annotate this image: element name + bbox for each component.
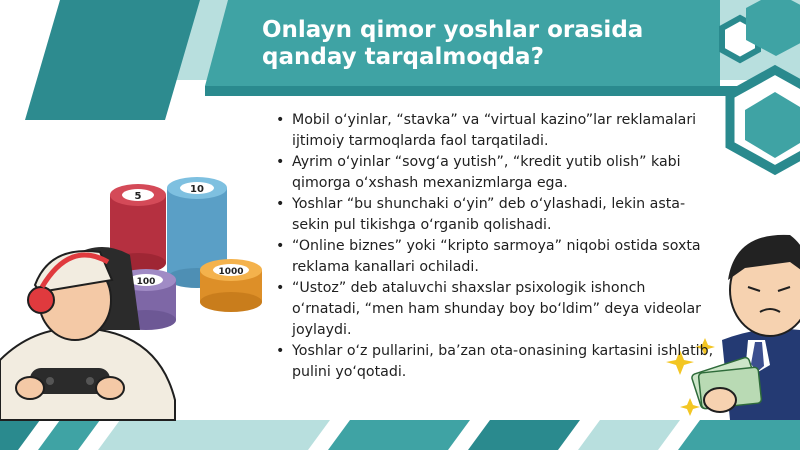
title-line-1: Onlayn qimor yoshlar orasida	[262, 17, 644, 43]
chip-orange-label: 1000	[218, 267, 244, 277]
bottom-stripe-2	[38, 420, 100, 450]
bullet-item: • Yoshlar o‘z pullarini, ba’zan ota-onasining kartasini ishlatib, pulini yo‘qotadi.	[276, 341, 716, 383]
bottom-stripe-7	[678, 420, 800, 450]
page-title	[262, 17, 682, 71]
bottom-stripe-6	[578, 420, 680, 450]
bottom-stripe-3	[98, 420, 330, 450]
bullet-list	[276, 110, 716, 383]
bottom-stripe-5	[468, 420, 580, 450]
chip-red-label: 5	[134, 191, 142, 202]
bullet-item: • “Online biznes” yoki “kripto sarmoya” niqobi ostida soxta reklama kanallari ochiladi.	[276, 236, 716, 278]
bullet-item: • Yoshlar “bu shunchaki o‘yin” deb o‘ylashadi, lekin asta-sekin pul tikishga o‘rganib qolishadi.	[276, 194, 716, 236]
sparkle-3	[680, 398, 700, 416]
title-banner-strip	[205, 86, 800, 96]
bottom-stripe-1	[0, 420, 40, 450]
title-line-2: qanday tarqalmoqda?	[262, 44, 544, 70]
title-banner-dark	[25, 0, 200, 120]
bullet-item: • “Ustoz” deb ataluvchi shaxslar psixologik ishonch o‘rnatadi, “men ham shunday boy bo‘ldim” deya videolar joylaydi.	[276, 278, 716, 341]
bullet-item: • Mobil o‘yinlar, “stavka” va “virtual kazino”lar reklamalari ijtimoiy tarmoqlarda faol tarqatiladi.	[276, 110, 716, 152]
bullet-item: • Ayrim o‘yinlar “sovg‘a yutish”, “kredit yutib olish” kabi qimorga o‘xshash mexanizmlarga ega.	[276, 152, 716, 194]
chip-purple-label: 100	[136, 277, 156, 287]
chip-blue-label: 10	[190, 184, 204, 195]
bottom-stripe-4	[328, 420, 470, 450]
